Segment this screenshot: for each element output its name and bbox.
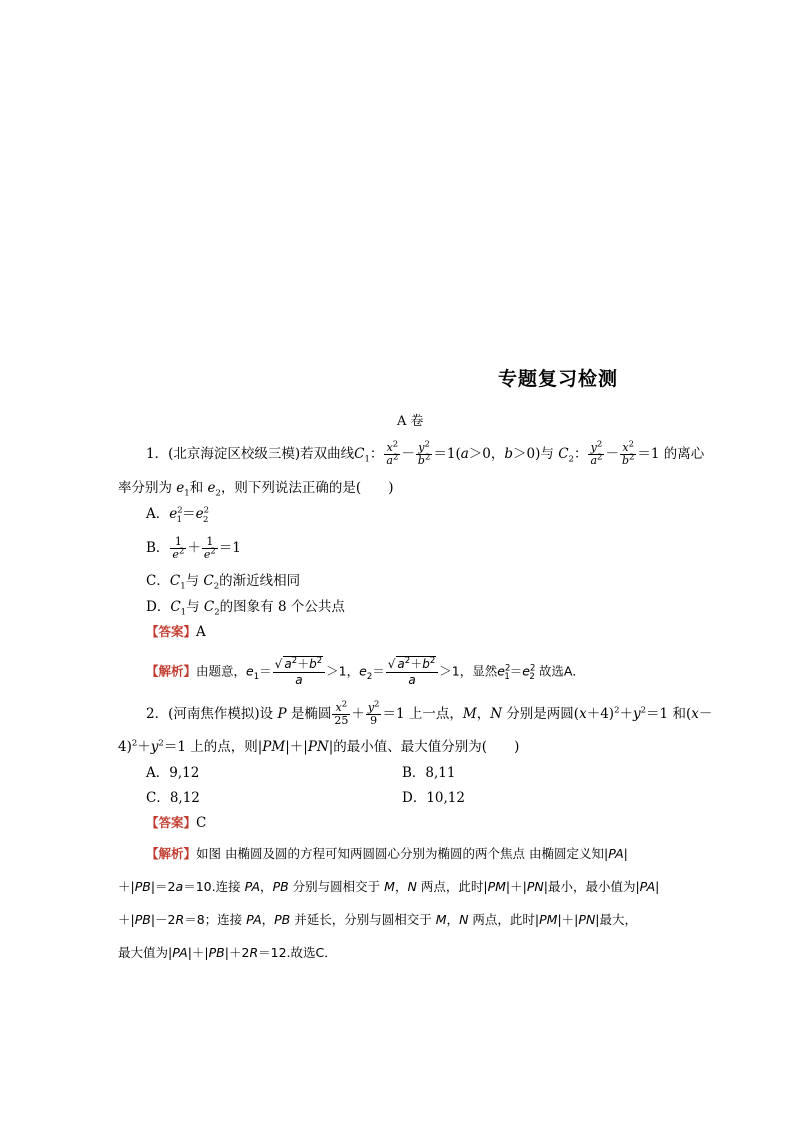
q1-analysis: 【解析】由题意，$e_1=$ $\frac{√ a^2+b^2}{a}$ ＞1，$e_2=$ $\frac{√ a^2+b^2}{a}$ ＞1，显然$e^2_1=e^2_2$ 故选A． bbox=[146, 656, 585, 687]
q2-analysis-line4: 最大值为|PA|＋|PB|＋2R＝12.故选C． bbox=[118, 945, 337, 960]
q2-option-d: D．10,12 bbox=[402, 790, 465, 806]
analysis-tag: 【解析】 bbox=[146, 663, 197, 679]
analysis-tag: 【解析】 bbox=[146, 846, 197, 861]
q2-option-b: B．8,11 bbox=[402, 765, 456, 781]
q1-answer: 【答案】A bbox=[146, 624, 206, 640]
q2-analysis-line3: ＋|PB|－2R＝8；连接 PA，PB 并延长，分别与圆相交于 M，N 两点，此时|PM|＋|PN|最大， bbox=[118, 912, 638, 927]
q2-stem-line2: $4)^2+y^2=1$ 上的点，则|PM|＋|PN|的最小值、最大值分别为( ) bbox=[118, 738, 520, 755]
q2-analysis-line1: 【解析】如图 由椭圆及圆的方程可知两圆圆心分别为椭圆的两个焦点 由椭圆定义知|PA| bbox=[146, 846, 628, 861]
q1-option-a: A．$e^2_1=e^2_2$ bbox=[146, 505, 210, 525]
q2-analysis-line2: ＋|PB|＝2a＝10.连接 PA，PB 分别与圆相交于 M，N 两点，此时|PM|＋|PN|最小，最小值为|PA| bbox=[118, 879, 660, 894]
q2-answer: 【答案】C bbox=[146, 815, 207, 831]
answer-tag: 【答案】 bbox=[146, 624, 197, 639]
q2-option-c: C．8,12 bbox=[146, 790, 200, 806]
q1-option-d: D．$C_1$与 $C_2$的图象有 8 个公共点 bbox=[146, 599, 345, 618]
q1-stem-line2: 率分别为 $e_1$和 $e_2$，则下列说法正确的是( ) bbox=[118, 480, 394, 499]
fraction: $\frac{x^2}{a^2}$ bbox=[386, 439, 399, 467]
q1-option-b: B． $\frac{1}{e^2}$ ＋ $\frac{1}{e^2}$ ＝1 bbox=[146, 535, 241, 561]
q2-stem-line1: 2．(河南焦作模拟)设 P 是椭圆 $\frac{x^2}{25}$ ＋ $\frac{y^2}{9}$ ＝1 上一点，M，N 分别是两圆$(x+4)^2+y^2=1$ 和(x－ bbox=[146, 699, 713, 727]
page-title: 专题复习检测 bbox=[498, 368, 619, 390]
q1-option-c: C．$C_1$与 $C_2$的渐近线相同 bbox=[146, 573, 301, 592]
answer-tag: 【答案】 bbox=[146, 815, 197, 830]
q1-stem-line1: 1．(北京海淀区校级三模)若双曲线$C_1$： $\frac{x^2}{a^2}$ － $\frac{y^2}{b^2}$ ＝1(a＞0，b＞0)与 $C_2$： $\frac{y^2}{a^2}$ － $\frac{x^2}{b^2}$ ＝1 的离心 bbox=[146, 439, 705, 467]
q2-option-a: A．9,12 bbox=[146, 765, 200, 781]
section-label: A 卷 bbox=[397, 414, 424, 429]
